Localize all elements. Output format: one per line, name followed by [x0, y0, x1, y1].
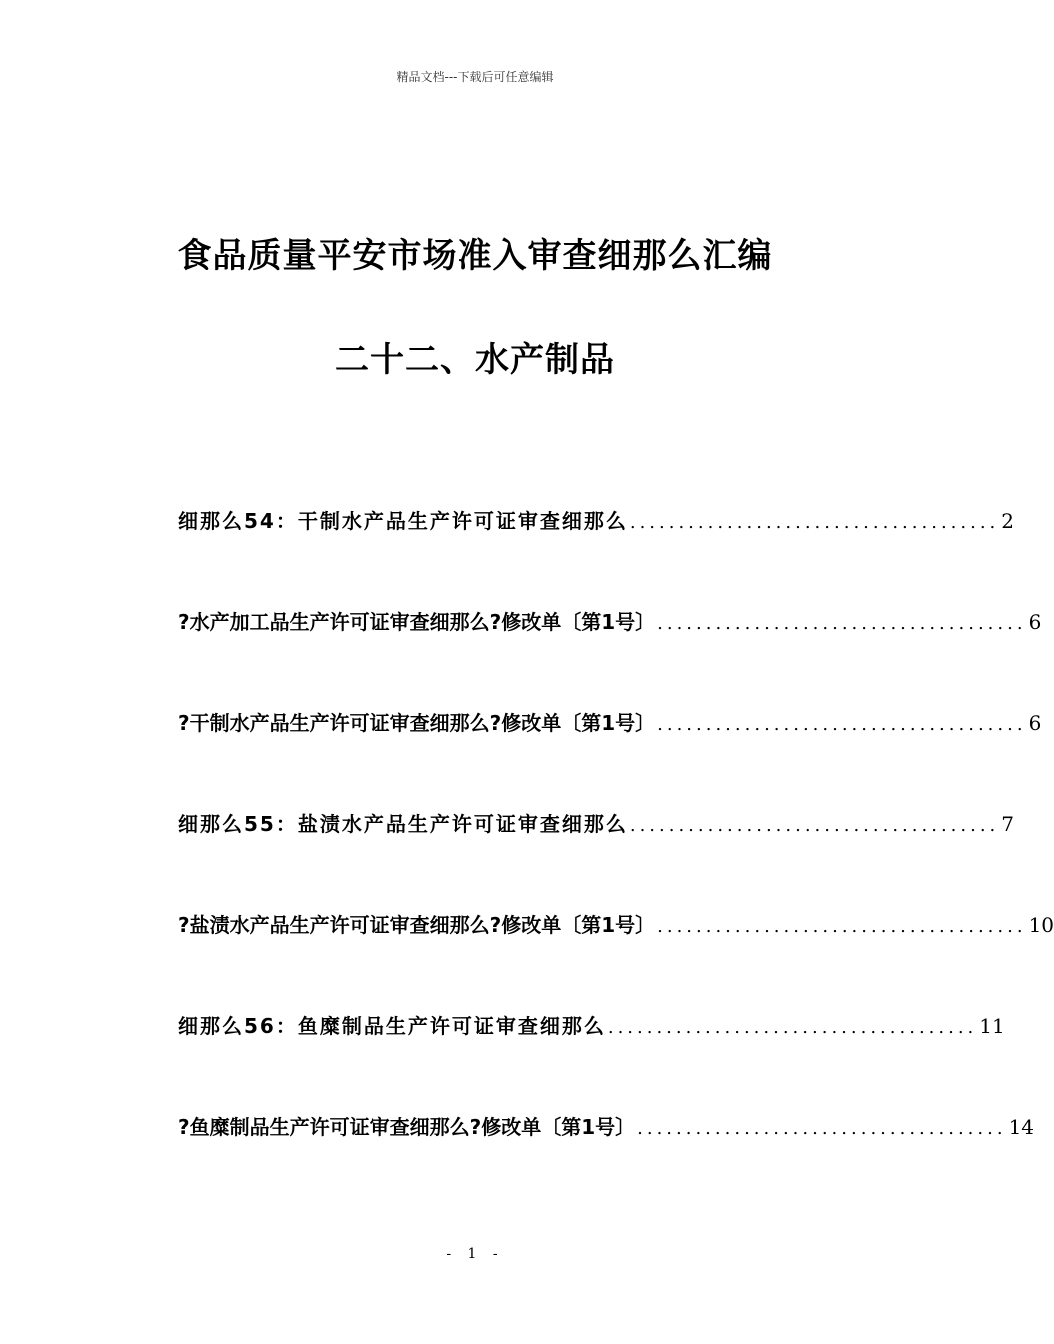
toc-entry-page: 14 — [1008, 1115, 1035, 1139]
toc-leader-dots: ...................................... — [629, 815, 1000, 836]
toc-entry-page: 11 — [979, 1014, 1005, 1038]
toc-entry-page: 2 — [1001, 509, 1015, 533]
toc-entry-page: 6 — [1028, 711, 1042, 735]
toc-entry[interactable] — [178, 707, 1042, 741]
toc-leader-dots: ...................................... — [657, 613, 1027, 634]
toc-entry-title: ?鱼糜制品生产许可证审查细那么?修改单〔第1号〕 — [178, 1115, 636, 1139]
toc-entry-title: ?盐渍水产品生产许可证审查细那么?修改单〔第1号〕 — [178, 913, 656, 937]
toc-entry[interactable] — [178, 909, 1054, 943]
toc-entry-title: 细那么56：鱼糜制品生产许可证审查细那么 — [178, 1014, 606, 1038]
page-number: - 1 - — [446, 1246, 504, 1262]
toc-leader-dots: ...................................... — [657, 916, 1027, 937]
toc-entry-title: 细那么54：干制水产品生产许可证审查细那么 — [178, 509, 628, 533]
toc-entry[interactable] — [178, 505, 1015, 539]
toc-entry-title: ?水产加工品生产许可证审查细那么?修改单〔第1号〕 — [178, 610, 656, 634]
toc-entry-page: 7 — [1001, 812, 1015, 836]
toc-entry[interactable] — [178, 606, 1042, 640]
toc-entry-page: 10 — [1028, 913, 1054, 937]
toc-leader-dots: ...................................... — [607, 1017, 978, 1038]
toc-entry-page: 6 — [1028, 610, 1042, 634]
toc-leader-dots: ...................................... — [637, 1118, 1007, 1139]
document-subtitle: 二十二、水产制品 — [335, 340, 615, 380]
toc-entry[interactable] — [178, 1010, 1005, 1044]
toc-leader-dots: ...................................... — [629, 512, 1000, 533]
document-title: 食品质量平安市场准入审查细那么汇编 — [177, 236, 773, 276]
toc-leader-dots: ...................................... — [657, 714, 1027, 735]
toc-entry[interactable] — [178, 808, 1015, 842]
toc-entry[interactable] — [178, 1111, 1035, 1145]
toc-entry-title: 细那么55：盐渍水产品生产许可证审查细那么 — [178, 812, 628, 836]
toc-entry-title: ?干制水产品生产许可证审查细那么?修改单〔第1号〕 — [178, 711, 656, 735]
page-header: 精品文档---下载后可任意编辑 — [396, 70, 554, 84]
